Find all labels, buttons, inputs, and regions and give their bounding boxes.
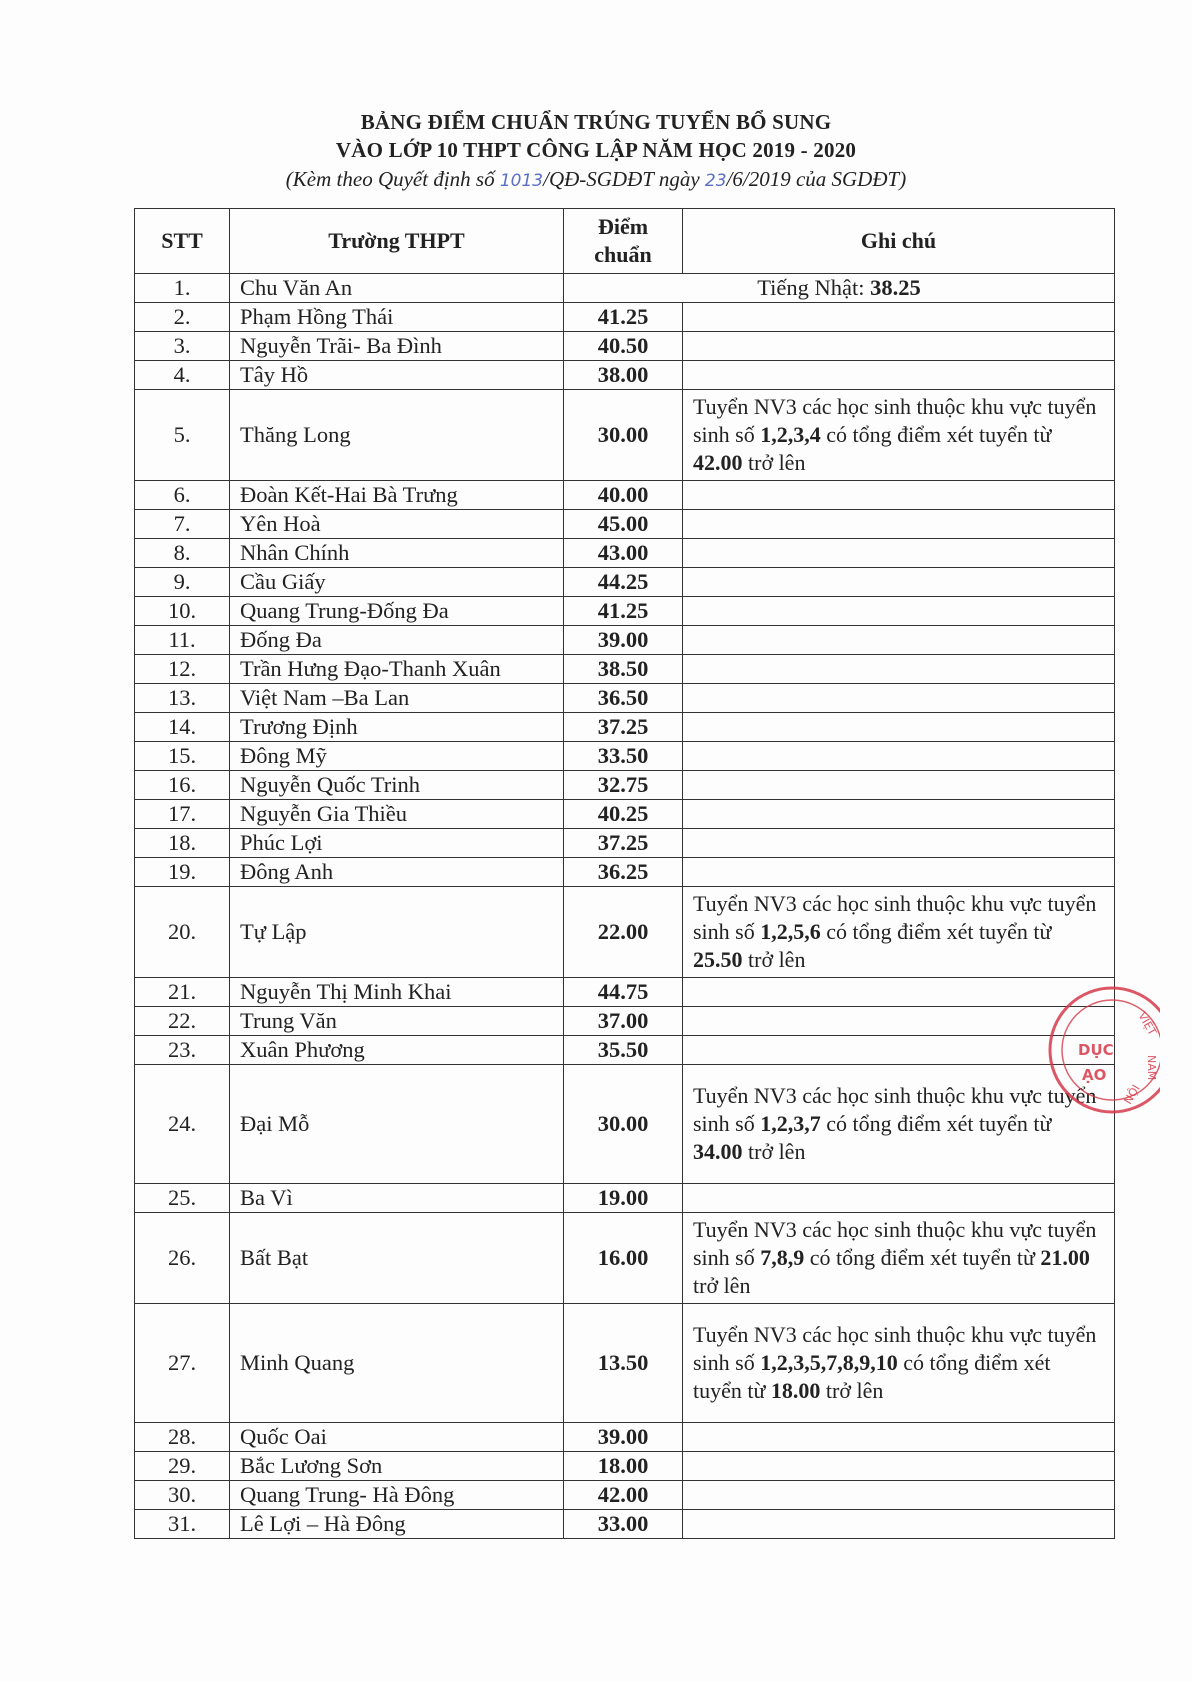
row-score: 44.25 <box>564 568 683 597</box>
note-note-suffix: trở lên <box>742 450 806 475</box>
row-stt: 27. <box>135 1304 230 1423</box>
svg-text:ẠO: ẠO <box>1082 1066 1107 1084</box>
row-stt: 8. <box>135 539 230 568</box>
note-note-bold: 1,2,5,6 <box>760 919 821 944</box>
row-note <box>683 568 1115 597</box>
table-row <box>135 481 1115 510</box>
title-line-1: BẢNG ĐIỂM CHUẨN TRÚNG TUYỂN BỔ SUNG <box>360 110 832 134</box>
row-score: 16.00 <box>564 1213 683 1304</box>
row-score: 41.25 <box>564 303 683 332</box>
decision-reference <box>0 164 1192 196</box>
row-note <box>683 1452 1115 1481</box>
row-score: 36.50 <box>564 684 683 713</box>
table-row <box>135 858 1115 887</box>
row-stt: 14. <box>135 713 230 742</box>
note-note-mid: có tổng điểm xét tuyển từ <box>820 1111 1052 1136</box>
row-stt: 6. <box>135 481 230 510</box>
row-score: 37.00 <box>564 1007 683 1036</box>
row-note <box>683 684 1115 713</box>
table-row <box>135 361 1115 390</box>
row-score: 35.50 <box>564 1036 683 1065</box>
column-header-school: Trường THPT <box>230 209 564 274</box>
row-stt: 1. <box>135 274 230 303</box>
row-score: 18.00 <box>564 1452 683 1481</box>
note-note-suffix: trở lên <box>742 1139 806 1164</box>
row-school: Nguyễn Quốc Trinh <box>230 771 564 800</box>
row-school: Tây Hồ <box>230 361 564 390</box>
row-stt: 2. <box>135 303 230 332</box>
row-score: 40.50 <box>564 332 683 361</box>
row-school: Nhân Chính <box>230 539 564 568</box>
row-note <box>683 303 1115 332</box>
table-row <box>135 1510 1115 1539</box>
table-row <box>135 1304 1115 1423</box>
note-note-bold2: 25.50 <box>693 947 743 972</box>
row-school: Đống Đa <box>230 626 564 655</box>
row-school: Trương Định <box>230 713 564 742</box>
note-note-mid: có tổng điểm xét tuyển từ <box>820 422 1052 447</box>
row-note <box>683 1184 1115 1213</box>
table-row <box>135 684 1115 713</box>
row-note <box>683 1481 1115 1510</box>
row-note <box>683 1213 1115 1304</box>
handwritten-decision-day: 23 <box>704 171 727 191</box>
row-note <box>683 510 1115 539</box>
row-stt: 21. <box>135 978 230 1007</box>
svg-text:DỤC: DỤC <box>1078 1041 1114 1059</box>
column-header-stt: STT <box>135 209 230 274</box>
row-score: 19.00 <box>564 1184 683 1213</box>
note-note-suffix: trở lên <box>820 1378 884 1403</box>
row-note <box>683 597 1115 626</box>
row-note <box>683 539 1115 568</box>
row-stt: 7. <box>135 510 230 539</box>
svg-text:NAM: NAM <box>1145 1055 1158 1081</box>
row-school: Bất Bạt <box>230 1213 564 1304</box>
table-row <box>135 597 1115 626</box>
row-school: Chu Văn An <box>230 274 564 303</box>
row-note-merged <box>564 274 1115 303</box>
row-stt: 22. <box>135 1007 230 1036</box>
table-row <box>135 1481 1115 1510</box>
table-row <box>135 303 1115 332</box>
row-school: Minh Quang <box>230 1304 564 1423</box>
note-note-mid: có tổng điểm xét tuyển từ <box>804 1245 1041 1270</box>
row-school: Trung Văn <box>230 1007 564 1036</box>
row-score: 37.25 <box>564 829 683 858</box>
row-score: 41.25 <box>564 597 683 626</box>
note-note-suffix: trở lên <box>742 947 806 972</box>
table-header-row <box>135 209 1115 274</box>
row-score: 32.75 <box>564 771 683 800</box>
row-score: 30.00 <box>564 1065 683 1184</box>
row-stt: 29. <box>135 1452 230 1481</box>
title-line-2: VÀO LỚP 10 THPT CÔNG LẬP NĂM HỌC 2019 - 2020 <box>335 138 857 162</box>
table-row <box>135 390 1115 481</box>
note-note-prefix: Tuyển NV3 các học sinh thuộc khu vực tuyển sinh số <box>693 891 1097 944</box>
row-score: 37.25 <box>564 713 683 742</box>
row-school: Trần Hưng Đạo-Thanh Xuân <box>230 655 564 684</box>
row-school: Tự Lập <box>230 887 564 978</box>
row-stt: 17. <box>135 800 230 829</box>
row-stt: 10. <box>135 597 230 626</box>
handwritten-decision-number: 1013 <box>499 171 544 191</box>
table-row <box>135 655 1115 684</box>
row-score: 36.25 <box>564 858 683 887</box>
row-school: Nguyễn Thị Minh Khai <box>230 978 564 1007</box>
note-note-prefix: Tuyển NV3 các học sinh thuộc khu vực tuyển sinh số <box>693 394 1097 447</box>
svg-text:NỘI: NỘI <box>1121 1082 1143 1107</box>
row-note <box>683 742 1115 771</box>
score-table <box>134 208 1115 1539</box>
document-header <box>0 108 1192 196</box>
row-note <box>683 887 1115 978</box>
table-row <box>135 1423 1115 1452</box>
note-note-bold2: 21.00 <box>1040 1245 1090 1270</box>
table-row <box>135 829 1115 858</box>
row-note <box>683 829 1115 858</box>
row-note <box>683 361 1115 390</box>
table-row <box>135 1452 1115 1481</box>
note-note-bold2: 42.00 <box>693 450 743 475</box>
row-stt: 13. <box>135 684 230 713</box>
row-school: Đông Mỹ <box>230 742 564 771</box>
row-stt: 16. <box>135 771 230 800</box>
note-note-bold: 1,2,3,5,7,8,9,10 <box>760 1350 898 1375</box>
row-score: 40.25 <box>564 800 683 829</box>
row-stt: 26. <box>135 1213 230 1304</box>
row-school: Đông Anh <box>230 858 564 887</box>
row-stt: 9. <box>135 568 230 597</box>
table-row <box>135 978 1115 1007</box>
row-stt: 25. <box>135 1184 230 1213</box>
table-row <box>135 568 1115 597</box>
row-note <box>683 858 1115 887</box>
row-school: Cầu Giấy <box>230 568 564 597</box>
row-stt: 30. <box>135 1481 230 1510</box>
note-note-bold: 7,8,9 <box>760 1245 805 1270</box>
row-score: 38.00 <box>564 361 683 390</box>
row-score: 40.00 <box>564 481 683 510</box>
row-note <box>683 800 1115 829</box>
table-row <box>135 1007 1115 1036</box>
row-note <box>683 1304 1115 1423</box>
row-note <box>683 626 1115 655</box>
row-score: 33.00 <box>564 1510 683 1539</box>
row-stt: 15. <box>135 742 230 771</box>
row-score: 42.00 <box>564 1481 683 1510</box>
row-school: Xuân Phương <box>230 1036 564 1065</box>
note-note-bold: 1,2,3,4 <box>760 422 821 447</box>
table-row <box>135 887 1115 978</box>
row-note <box>683 332 1115 361</box>
row-stt: 20. <box>135 887 230 978</box>
note-score: 38.25 <box>870 275 921 300</box>
note-note-bold2: 18.00 <box>770 1378 821 1403</box>
table-row <box>135 771 1115 800</box>
row-note <box>683 771 1115 800</box>
row-note <box>683 390 1115 481</box>
row-score: 22.00 <box>564 887 683 978</box>
row-score: 30.00 <box>564 390 683 481</box>
table-row <box>135 713 1115 742</box>
row-stt: 19. <box>135 858 230 887</box>
row-school: Ba Vì <box>230 1184 564 1213</box>
row-score: 33.50 <box>564 742 683 771</box>
svg-text:VIỆT: VIỆT <box>1135 1010 1159 1038</box>
row-score: 45.00 <box>564 510 683 539</box>
row-school: Quốc Oai <box>230 1423 564 1452</box>
row-school: Yên Hoà <box>230 510 564 539</box>
table-row <box>135 1065 1115 1184</box>
table-body <box>135 274 1115 1539</box>
row-school: Lê Lợi – Hà Đông <box>230 1510 564 1539</box>
row-note <box>683 1423 1115 1452</box>
row-score: 44.75 <box>564 978 683 1007</box>
row-school: Phạm Hồng Thái <box>230 303 564 332</box>
subtitle-suffix: /6/2019 của SGDĐT) <box>726 167 907 191</box>
row-stt: 28. <box>135 1423 230 1452</box>
row-note <box>683 655 1115 684</box>
row-school: Nguyễn Gia Thiều <box>230 800 564 829</box>
row-note <box>683 1510 1115 1539</box>
row-score: 13.50 <box>564 1304 683 1423</box>
row-note <box>683 713 1115 742</box>
row-stt: 3. <box>135 332 230 361</box>
row-stt: 31. <box>135 1510 230 1539</box>
row-stt: 23. <box>135 1036 230 1065</box>
row-school: Đại Mỗ <box>230 1065 564 1184</box>
score-header-line-2: chuẩn <box>594 242 652 267</box>
table-row <box>135 539 1115 568</box>
row-score: 38.50 <box>564 655 683 684</box>
column-header-score <box>564 209 683 274</box>
official-seal <box>1020 975 1160 1125</box>
row-stt: 4. <box>135 361 230 390</box>
table-row <box>135 742 1115 771</box>
note-note-mid: có tổng điểm xét tuyển từ <box>820 919 1052 944</box>
row-score: 43.00 <box>564 539 683 568</box>
subtitle-middle: /QĐ-SGDĐT ngày <box>543 167 705 191</box>
row-stt: 24. <box>135 1065 230 1184</box>
row-note <box>683 481 1115 510</box>
row-stt: 11. <box>135 626 230 655</box>
column-header-note: Ghi chú <box>683 209 1115 274</box>
table-row <box>135 800 1115 829</box>
note-note-suffix: trở lên <box>693 1273 751 1298</box>
row-school: Nguyễn Trãi- Ba Đình <box>230 332 564 361</box>
row-stt: 5. <box>135 390 230 481</box>
row-school: Quang Trung- Hà Đông <box>230 1481 564 1510</box>
row-school: Bắc Lương Sơn <box>230 1452 564 1481</box>
row-school: Phúc Lợi <box>230 829 564 858</box>
table-row <box>135 1213 1115 1304</box>
row-school: Đoàn Kết-Hai Bà Trưng <box>230 481 564 510</box>
subtitle-prefix: (Kèm theo Quyết định số <box>285 167 500 191</box>
table-row <box>135 332 1115 361</box>
row-school: Việt Nam –Ba Lan <box>230 684 564 713</box>
row-stt: 18. <box>135 829 230 858</box>
row-school: Quang Trung-Đống Đa <box>230 597 564 626</box>
note-note-prefix: Tuyển NV3 các học sinh thuộc khu vực tuyển sinh số <box>693 1083 1097 1136</box>
note-note-bold2: 34.00 <box>693 1139 743 1164</box>
table-row <box>135 510 1115 539</box>
table-row <box>135 1036 1115 1065</box>
table-row <box>135 274 1115 303</box>
note-note-mid: có tổng điểm xét tuyển từ <box>693 1350 1051 1403</box>
table-row <box>135 1184 1115 1213</box>
table-row <box>135 626 1115 655</box>
row-school: Thăng Long <box>230 390 564 481</box>
row-stt: 12. <box>135 655 230 684</box>
score-header-line-1: Điểm <box>597 214 649 239</box>
note-note-prefix: Tuyển NV3 các học sinh thuộc khu vực tuyển sinh số <box>693 1217 1097 1270</box>
row-score: 39.00 <box>564 1423 683 1452</box>
note-prefix: Tiếng Nhật: <box>757 275 871 300</box>
row-score: 39.00 <box>564 626 683 655</box>
note-note-bold: 1,2,3,7 <box>760 1111 821 1136</box>
note-note-prefix: Tuyển NV3 các học sinh thuộc khu vực tuyển sinh số <box>693 1322 1097 1375</box>
